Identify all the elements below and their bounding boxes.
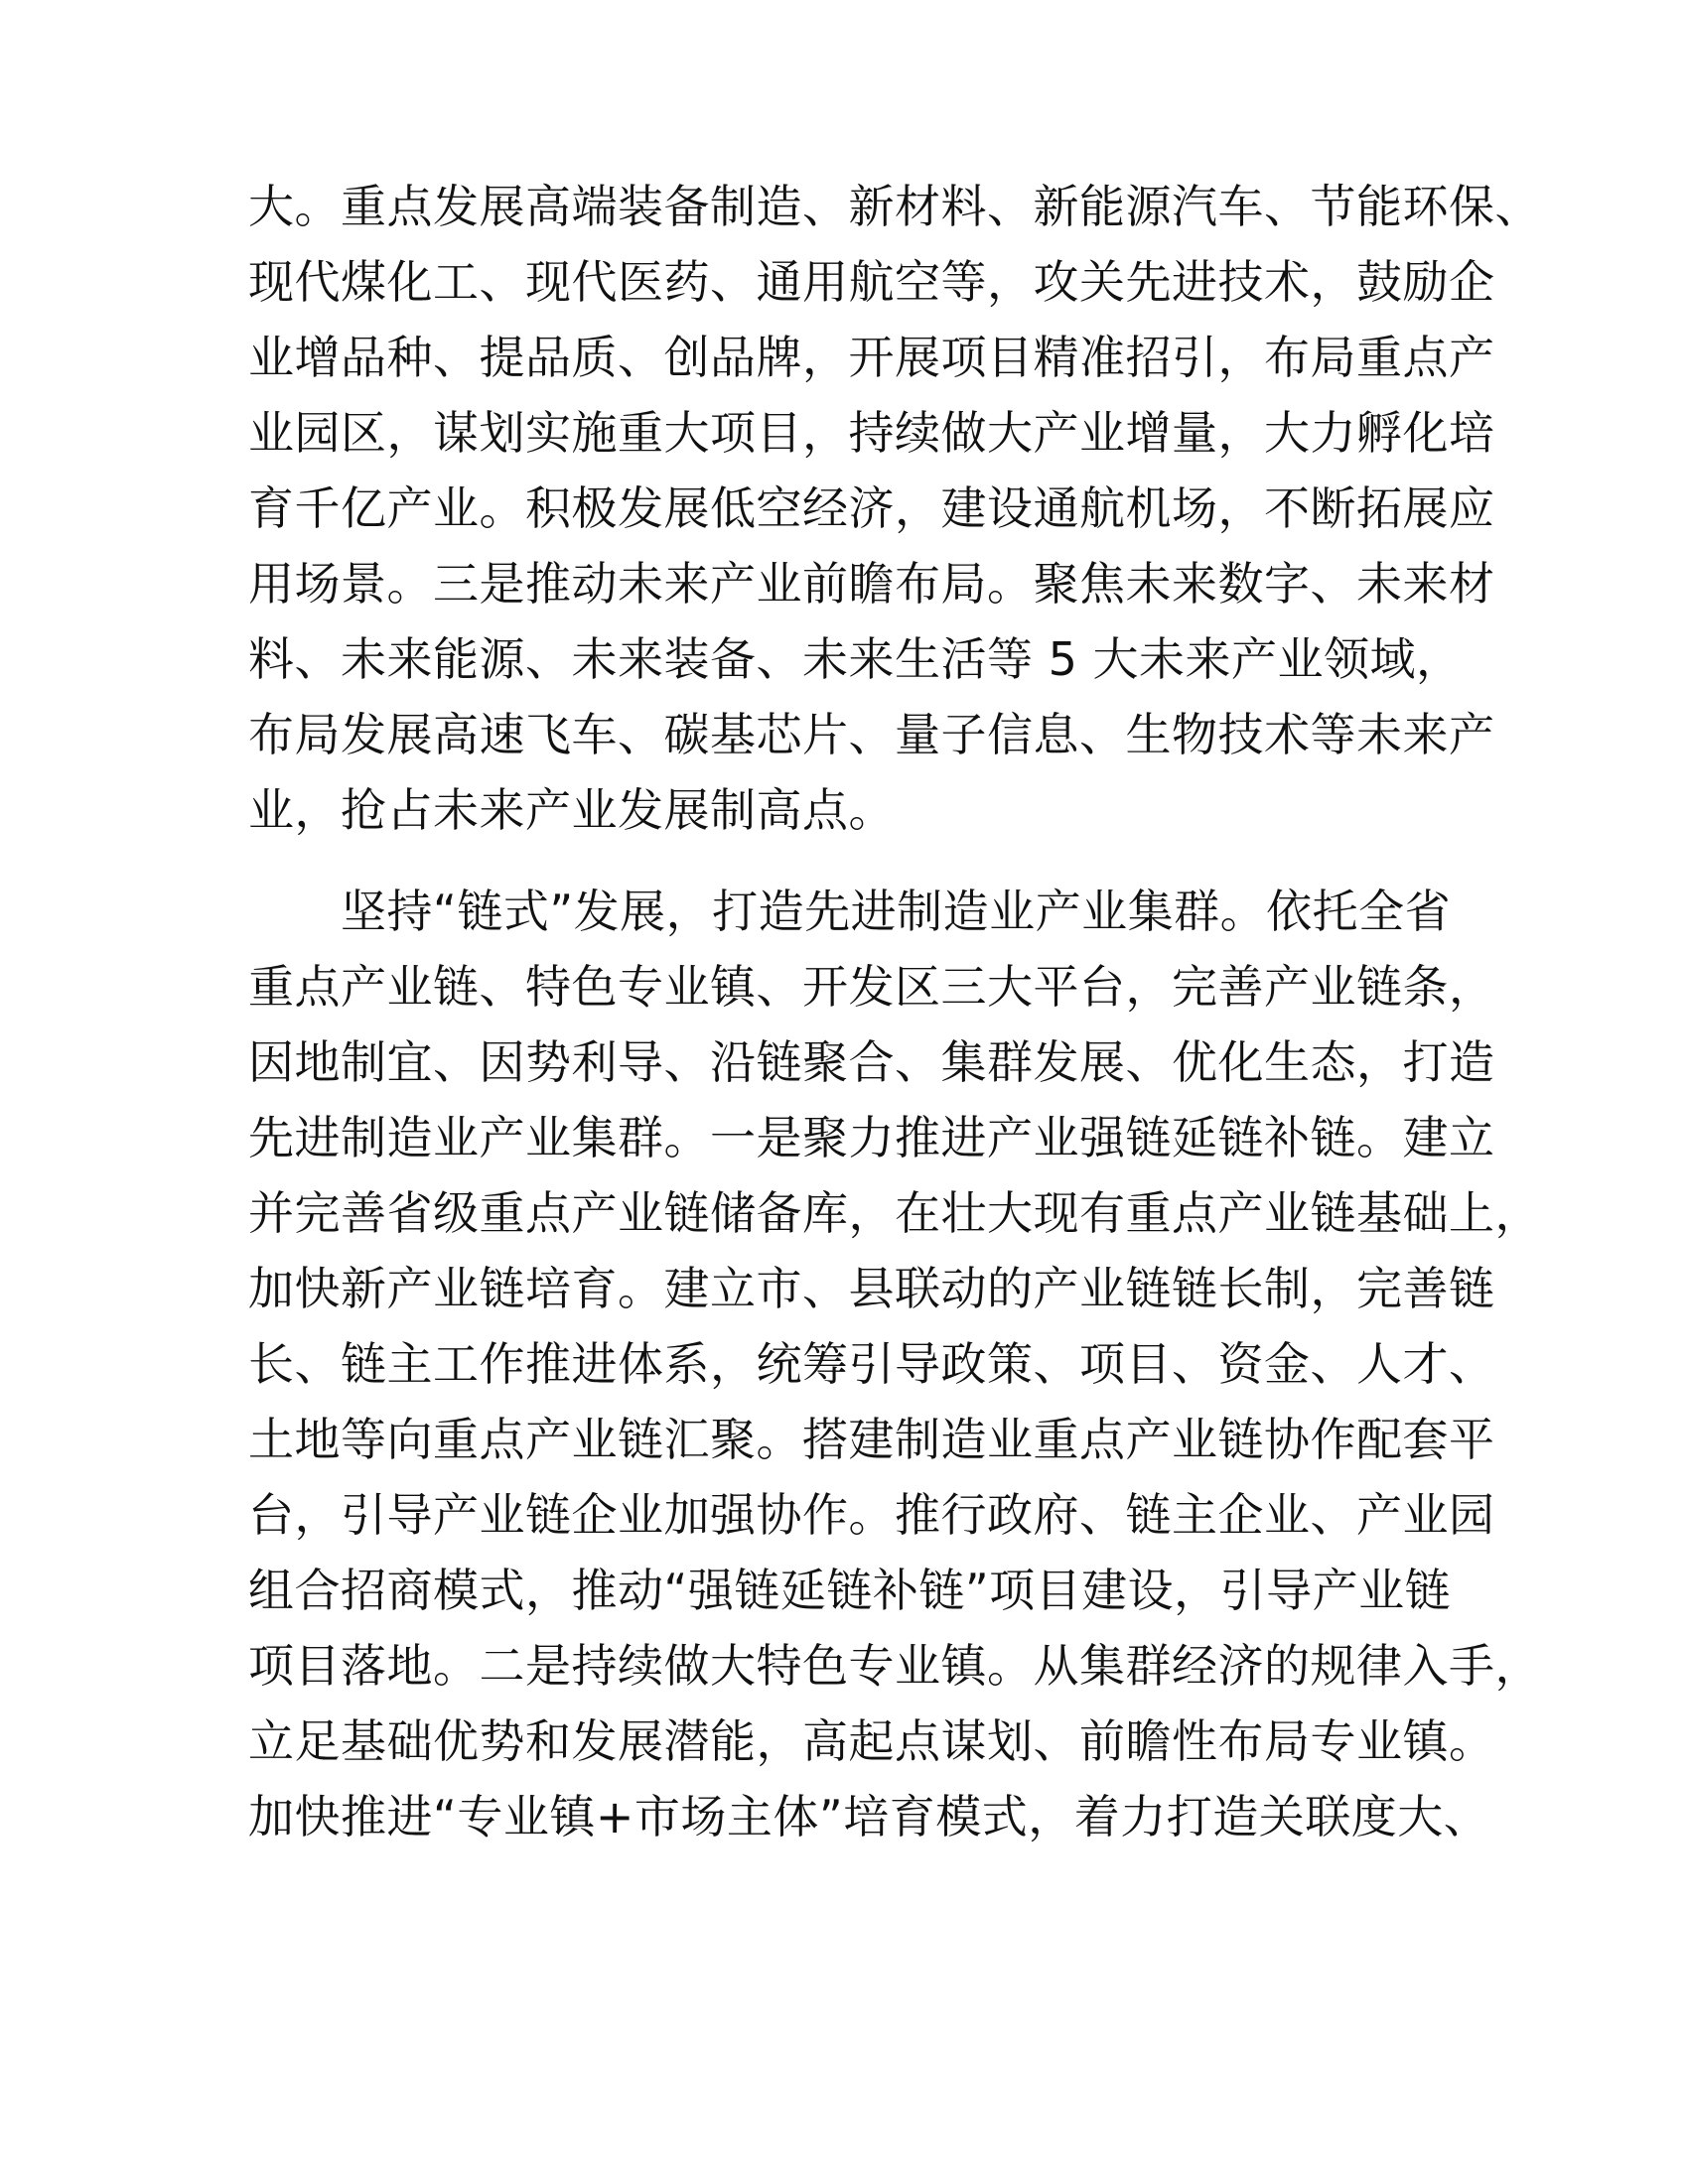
paragraph-1	[248, 169, 1541, 848]
text-line: 坚持“链式”发展，打造先进制造业产业集群。依托全省	[248, 885, 1452, 938]
text-line: 布局发展高速飞车、碳基芯片、量子信息、生物技术等未来产	[248, 708, 1495, 761]
text-line: 先进制造业产业集群。一是聚力推进产业强链延链补链。建立	[248, 1111, 1495, 1164]
paragraph-spacer	[248, 848, 1440, 874]
text-line: 立足基础优势和发展潜能，高起点谋划、前瞻性布局专业镇。	[248, 1714, 1495, 1768]
text-line: 料、未来能源、未来装备、未来生活等 5 大未来产业领域，	[248, 632, 1463, 686]
text-line: 用场景。三是推动未来产业前瞻布局。聚焦未来数字、未来材	[248, 557, 1495, 611]
text-line: 重点产业链、特色专业镇、开发区三大平台，完善产业链条，	[248, 960, 1495, 1014]
text-line: 业，抢占未来产业发展制高点。	[248, 783, 895, 837]
text-line: 因地制宜、因势利导、沿链聚合、集群发展、优化生态，打造	[248, 1035, 1495, 1089]
text-line: 土地等向重点产业链汇聚。搭建制造业重点产业链协作配套平	[248, 1413, 1495, 1466]
text-line: 大。重点发展高端装备制造、新材料、新能源汽车、节能环保、	[248, 180, 1541, 233]
text-line: 长、链主工作推进体系，统筹引导政策、项目、资金、人才、	[248, 1337, 1495, 1391]
document-body	[248, 169, 1541, 1854]
text-line: 并完善省级重点产业链储备库，在壮大现有重点产业链基础上，	[248, 1186, 1541, 1240]
text-line: 业园区，谋划实施重大项目，持续做大产业增量，大力孵化培	[248, 406, 1495, 460]
text-line: 台，引导产业链企业加强协作。推行政府、链主企业、产业园	[248, 1488, 1495, 1542]
text-line: 加快新产业链培育。建立市、县联动的产业链链长制，完善链	[248, 1262, 1495, 1315]
text-line: 加快推进“专业镇+市场主体”培育模式，着力打造关联度大、	[248, 1790, 1490, 1843]
text-line: 现代煤化工、现代医药、通用航空等，攻关先进技术，鼓励企	[248, 255, 1495, 309]
text-line: 组合招商模式，推动“强链延链补链”项目建设，引导产业链	[248, 1564, 1452, 1617]
text-line: 育千亿产业。积极发展低空经济，建设通航机场，不断拓展应	[248, 481, 1495, 535]
paragraph-2	[248, 874, 1541, 1854]
text-line: 项目落地。二是持续做大特色专业镇。从集群经济的规律入手，	[248, 1639, 1541, 1693]
text-line: 业增品种、提品质、创品牌，开展项目精准招引，布局重点产	[248, 331, 1495, 384]
